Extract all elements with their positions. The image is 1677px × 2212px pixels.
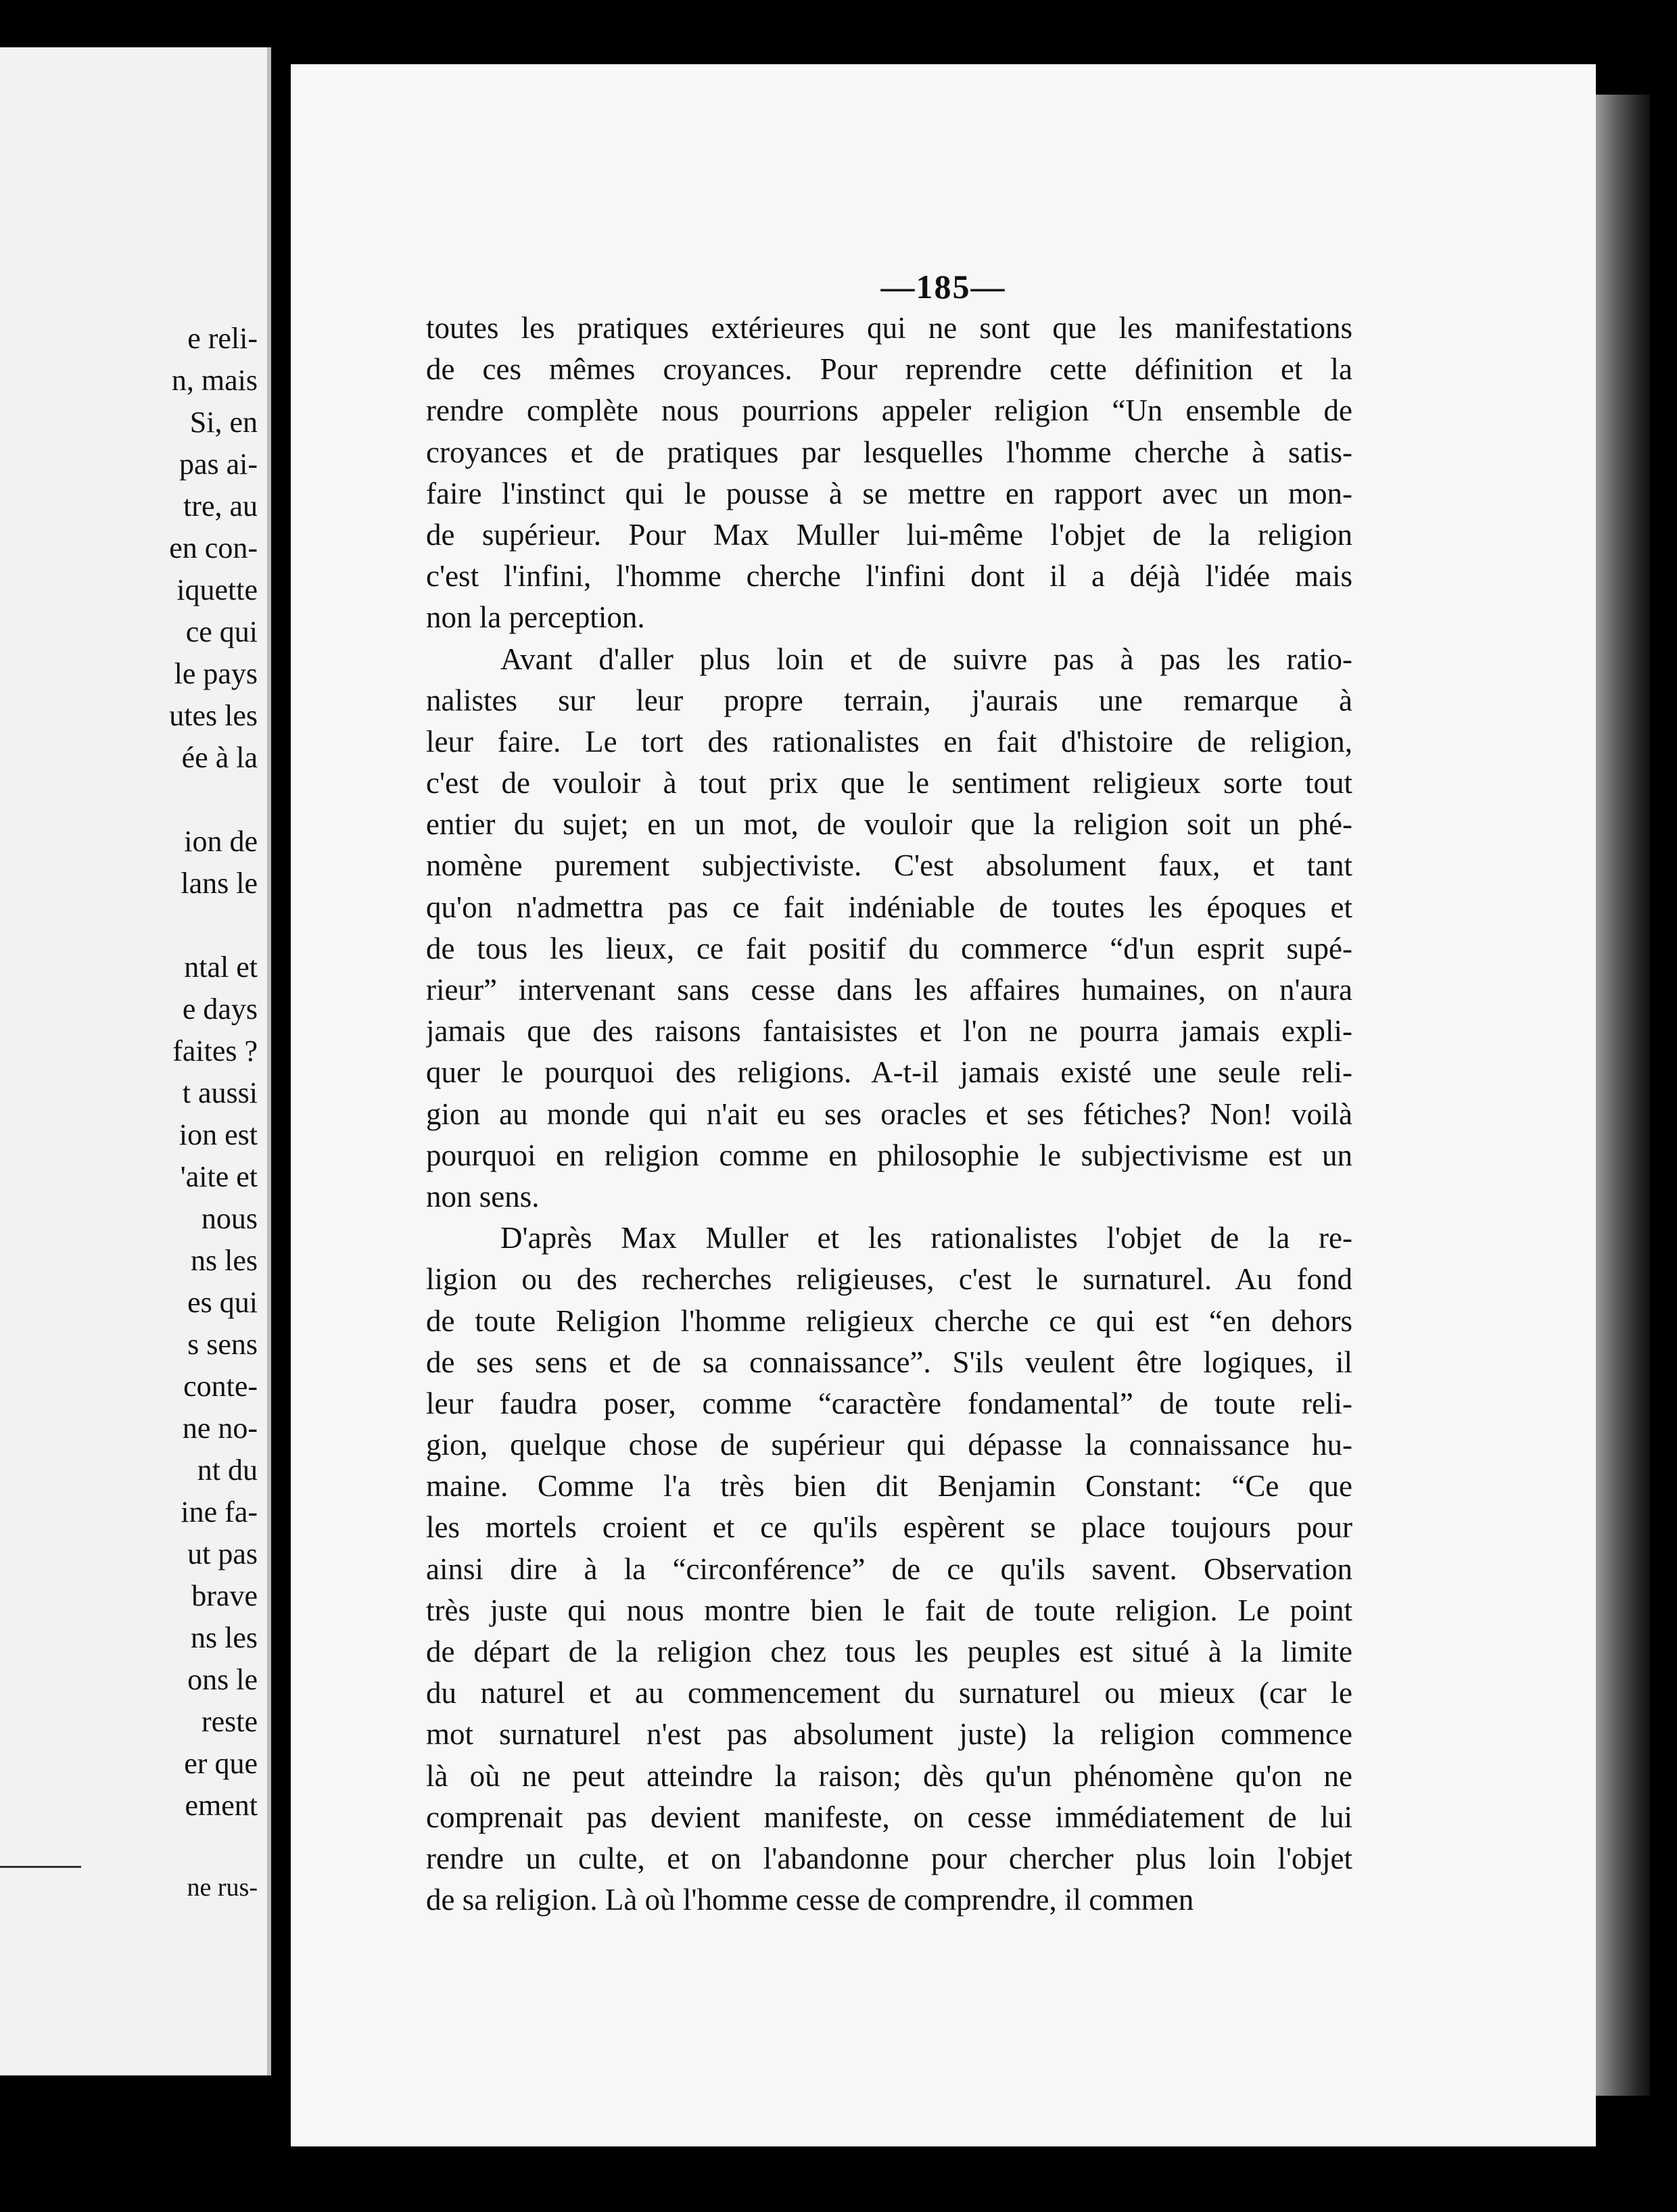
text-line: D'après Max Muller et les rationalistes l'objet de la re- bbox=[500, 1221, 1352, 1255]
previous-page-line: lans le bbox=[181, 867, 258, 900]
text-line: rendre complète nous pourrions appeler religion “Un ensemble de bbox=[426, 393, 1352, 428]
text-line: les mortels croient et ce qu'ils espèrent se place toujours pour bbox=[426, 1510, 1352, 1545]
previous-page-line: conte- bbox=[183, 1370, 258, 1403]
previous-page-line: ine fa- bbox=[181, 1495, 258, 1529]
text-line: Avant d'aller plus loin et de suivre pas à pas les ratio- bbox=[500, 642, 1352, 676]
text-line: de ses sens et de sa connaissance”. S'ils veulent être logiques, il bbox=[426, 1345, 1352, 1379]
text-line: de ces mêmes croyances. Pour reprendre cette définition et la bbox=[426, 352, 1352, 387]
previous-page-line: ut pas bbox=[187, 1537, 258, 1570]
text-line: de supérieur. Pour Max Muller lui-même l'objet de la religion bbox=[426, 517, 1352, 552]
text-line: c'est l'infini, l'homme cherche l'infini dont il a déjà l'idée mais bbox=[426, 559, 1352, 594]
previous-page-line: e days bbox=[182, 992, 258, 1026]
previous-page bbox=[0, 47, 271, 2075]
previous-page-line: faites ? bbox=[172, 1034, 258, 1067]
text-line: là où ne peut atteindre la raison; dès qu'un phénomène qu'on ne bbox=[426, 1758, 1352, 1793]
text-line: gion au monde qui n'ait eu ses oracles et ses fétiches? Non! voilà bbox=[426, 1097, 1352, 1131]
text-line: non la perception. bbox=[426, 600, 645, 635]
text-line: comprenait pas devient manifeste, on cesse immédiatement de lui bbox=[426, 1800, 1352, 1834]
previous-page-line: iquette bbox=[176, 573, 258, 606]
text-line: ainsi dire à la “circonférence” de ce qu'ils savent. Observation bbox=[426, 1552, 1352, 1586]
previous-page-line: ion de bbox=[184, 825, 258, 858]
text-line: mot surnaturel n'est pas absolument juste) la religion commence bbox=[426, 1717, 1352, 1752]
text-line: maine. Comme l'a très bien dit Benjamin Constant: “Ce que bbox=[426, 1469, 1352, 1504]
previous-page-line: ns les bbox=[191, 1244, 258, 1277]
previous-page-line bbox=[0, 905, 258, 946]
previous-page-line: le pays bbox=[174, 657, 258, 690]
text-line: entier du sujet; en un mot, de vouloir que la religion soit un phé- bbox=[426, 807, 1352, 842]
footnote-rule bbox=[0, 1866, 81, 1868]
paragraph bbox=[426, 308, 1352, 639]
text-line: nomène purement subjectiviste. C'est absolument faux, et tant bbox=[426, 848, 1352, 883]
previous-page-line: ne no- bbox=[182, 1412, 258, 1445]
previous-page-line: n, mais bbox=[171, 364, 258, 397]
previous-page-line: tre, au bbox=[183, 489, 258, 523]
book-page bbox=[291, 64, 1596, 2146]
paragraph bbox=[426, 1218, 1352, 1921]
previous-page-line: en con- bbox=[169, 531, 258, 564]
text-line: toutes les pratiques extérieures qui ne sont que les manifestations bbox=[426, 311, 1352, 345]
paragraph bbox=[426, 639, 1352, 1218]
text-line: ligion ou des recherches religieuses, c'est le surnaturel. Au fond bbox=[426, 1262, 1352, 1297]
previous-page-text bbox=[0, 318, 258, 1827]
text-line: de toute Religion l'homme religieux cherche ce qui est “en dehors bbox=[426, 1303, 1352, 1338]
text-line: de départ de la religion chez tous les peuples est situé à la limite bbox=[426, 1635, 1352, 1668]
text-line: leur faire. Le tort des rationalistes en fait d'histoire de religion, bbox=[426, 724, 1352, 759]
previous-page-line: reste bbox=[201, 1705, 258, 1738]
text-line: faire l'instinct qui le pousse à se mettre en rapport avec un mon- bbox=[426, 476, 1352, 510]
previous-page-line: nous bbox=[201, 1202, 258, 1235]
text-line: nalistes sur leur propre terrain, j'aurais une remarque à bbox=[426, 683, 1352, 717]
previous-page-line bbox=[0, 779, 258, 821]
text-line: jamais que des raisons fantaisistes et l'on ne pourra jamais expli- bbox=[426, 1014, 1352, 1049]
previous-page-footnote: ne rus- bbox=[187, 1873, 258, 1902]
previous-page-line: ement bbox=[185, 1789, 258, 1822]
page-body bbox=[426, 308, 1352, 1921]
previous-page-line: nt du bbox=[197, 1453, 258, 1487]
previous-page-line: es qui bbox=[187, 1286, 258, 1319]
book-spine bbox=[1596, 95, 1650, 2096]
previous-page-line: Si, en bbox=[189, 406, 258, 439]
text-line: non sens. bbox=[426, 1179, 540, 1213]
text-line: de tous les lieux, ce fait positif du commerce “d'un esprit supé- bbox=[426, 931, 1352, 965]
previous-page-line: e reli- bbox=[187, 322, 258, 355]
previous-page-line: t aussi bbox=[182, 1076, 258, 1109]
text-line: gion, quelque chose de supérieur qui dépasse la connaissance hu- bbox=[426, 1428, 1352, 1462]
text-line: c'est de vouloir à tout prix que le sentiment religieux sorte tout bbox=[426, 766, 1352, 800]
previous-page-line: brave bbox=[191, 1579, 258, 1612]
text-line: du naturel et au commencement du surnaturel ou mieux (car le bbox=[426, 1676, 1352, 1710]
page-number: —185— bbox=[880, 268, 1006, 306]
previous-page-line: ce qui bbox=[185, 615, 258, 648]
previous-page-line: ns les bbox=[191, 1621, 258, 1654]
text-line: croyances et de pratiques par lesquelles l'homme cherche à satis- bbox=[426, 435, 1352, 469]
previous-page-line: ion est bbox=[179, 1118, 258, 1151]
previous-page-line: pas ai- bbox=[179, 448, 258, 481]
previous-page-line: s sens bbox=[187, 1328, 258, 1361]
text-line: de sa religion. Là où l'homme cesse de comprendre, il commen bbox=[426, 1883, 1194, 1917]
text-line: qu'on n'admettra pas ce fait indéniable de toutes les époques et bbox=[426, 890, 1352, 924]
previous-page-line: ntal et bbox=[184, 951, 258, 984]
text-line: très juste qui nous montre bien le fait de toute religion. Le point bbox=[426, 1593, 1352, 1627]
previous-page-line: utes les bbox=[169, 699, 258, 732]
previous-page-line: ons le bbox=[187, 1663, 258, 1696]
previous-page-line: er que bbox=[184, 1747, 258, 1780]
text-line: rendre un culte, et on l'abandonne pour chercher plus loin l'objet bbox=[426, 1841, 1352, 1875]
text-line: quer le pourquoi des religions. A-t-il jamais existé une seule reli- bbox=[426, 1055, 1352, 1090]
text-line: leur faudra poser, comme “caractère fondamental” de toute reli- bbox=[426, 1386, 1352, 1420]
text-line: rieur” intervenant sans cesse dans les affaires humaines, on n'aura bbox=[426, 973, 1352, 1007]
text-line: pourquoi en religion comme en philosophie le subjectivisme est un bbox=[426, 1138, 1352, 1172]
previous-page-line: ée à la bbox=[181, 741, 258, 774]
previous-page-line: 'aite et bbox=[180, 1160, 258, 1193]
